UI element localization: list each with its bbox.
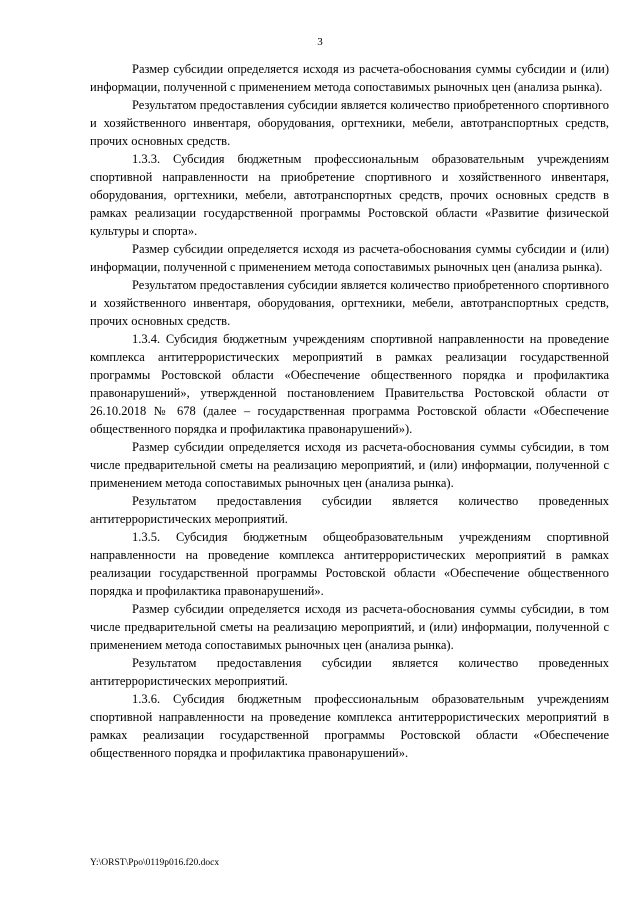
paragraph-subsidy-result-4: Результатом предоставления субсидии является количество проведенных антитеррористических мероприятий. [90,656,609,688]
paragraph-subsidy-size-1: Размер субсидии определяется исходя из расчета-обоснования суммы субсидии и (или) информации, полученной с применением метода сопоставимых рыночных цен (анализа рынка). [90,62,609,94]
paragraph-section-1-3-4: 1.3.4. Субсидия бюджетным учреждениям спортивной направленности на проведение комплекса антитеррористических мероприятий в рамках реализации государственной программы Ростовской области «Обеспечение общественного порядка и профилактика правонарушений», утвержденной постановлением Правительства Ростовской области от 26.10.2018 № 678 (далее – государственная программа Ростовской области «Обеспечение общественного порядка и профилактика правонарушений»). [90,332,609,436]
paragraph-section-1-3-6: 1.3.6. Субсидия бюджетным профессиональным образовательным учреждениям спортивной направленности на проведение комплекса антитеррористических мероприятий в рамках реализации государственной программы Ростовской области «Обеспечение общественного порядка и профилактика правонарушений». [90,692,609,760]
paragraph-subsidy-size-4: Размер субсидии определяется исходя из расчета-обоснования суммы субсидии, в том числе предварительной сметы на реализацию мероприятий, и (или) информации, полученной с применением метода сопоставимых рыночных цен (анализа рынка). [90,602,609,652]
paragraph-subsidy-result-1: Результатом предоставления субсидии является количество приобретенного спортивного и хозяйственного инвентаря, оборудования, оргтехники, мебели, автотранспортных средств, прочих основных средств. [90,98,609,148]
paragraph-subsidy-size-2: Размер субсидии определяется исходя из расчета-обоснования суммы субсидии и (или) информации, полученной с применением метода сопоставимых рыночных цен (анализа рынка). [90,242,609,274]
paragraph-subsidy-result-2: Результатом предоставления субсидии является количество приобретенного спортивного и хозяйственного инвентаря, оборудования, оргтехники, мебели, автотранспортных средств, прочих основных средств. [90,278,609,328]
paragraph-subsidy-size-3: Размер субсидии определяется исходя из расчета-обоснования суммы субсидии, в том числе предварительной сметы на реализацию мероприятий, и (или) информации, полученной с применением метода сопоставимых рыночных цен (анализа рынка). [90,440,609,490]
paragraph-section-1-3-5: 1.3.5. Субсидия бюджетным общеобразовательным учреждениям спортивной направленности на проведение комплекса антитеррористических мероприятий в рамках реализации государственной программы Ростовской области «Обеспечение общественного порядка и профилактика правонарушений». [90,530,609,598]
paragraph-section-1-3-3: 1.3.3. Субсидия бюджетным профессиональным образовательным учреждениям спортивной направленности на приобретение спортивного и хозяйственного инвентаря, оборудования, оргтехники, мебели, автотранспортных средств, прочих основных средств в рамках реализации государственной программы Ростовской области «Развитие физической культуры и спорта». [90,152,609,238]
page-number: 3 [317,36,323,48]
paragraph-subsidy-result-3: Результатом предоставления субсидии является количество проведенных антитеррористических мероприятий. [90,494,609,526]
document-body [90,60,609,762]
footer-file-path: Y:\ORST\Ppo\0119p016.f20.docx [90,858,220,868]
